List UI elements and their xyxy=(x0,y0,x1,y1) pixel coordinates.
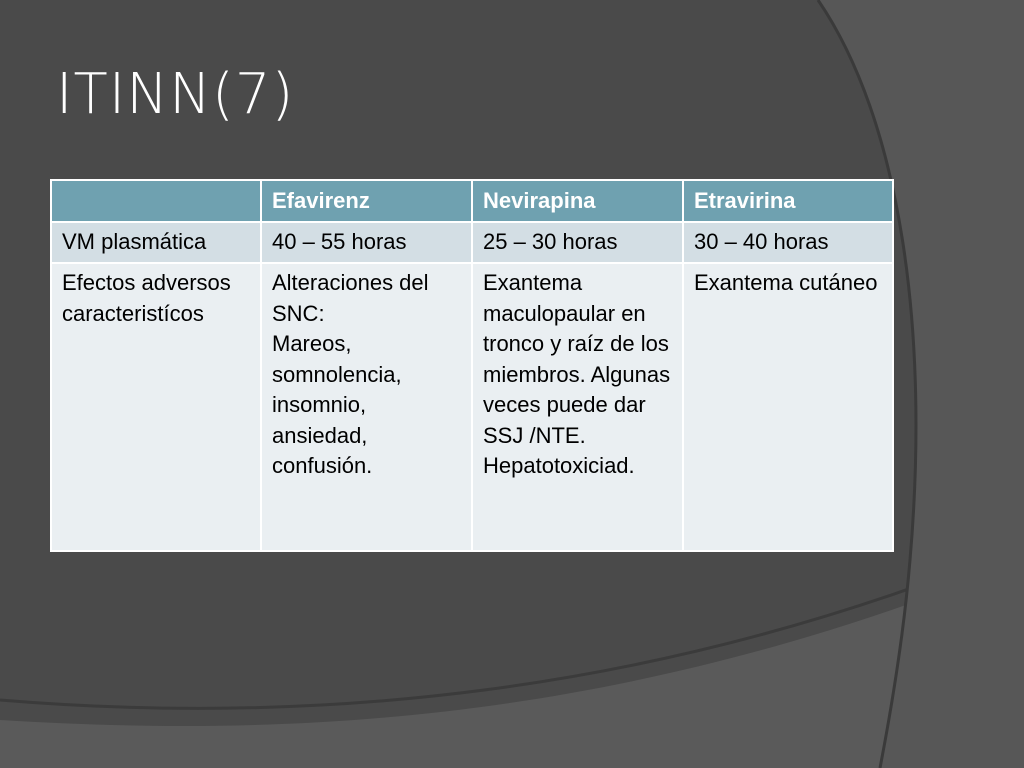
cell-efectos-nevirapina: Exantema maculopaular en tronco y raíz de los miembros. Algunas veces puede dar SSJ /NTE. Hepatotoxiciad. xyxy=(472,263,683,551)
cell-efectos-efavirenz-line2: Mareos, somnolencia, insomnio, ansiedad, confusión. xyxy=(272,331,402,478)
cell-vm-etravirina: 30 – 40 horas xyxy=(683,222,893,263)
table-header-row xyxy=(51,180,893,222)
drug-comparison-table xyxy=(50,179,894,552)
cell-efectos-efavirenz-line1: Alteraciones del SNC: xyxy=(272,270,429,326)
cell-vm-nevirapina: 25 – 30 horas xyxy=(472,222,683,263)
row-label-vm: VM plasmática xyxy=(51,222,261,263)
header-cell-efavirenz: Efavirenz xyxy=(261,180,472,222)
table-row-efectos-adversos xyxy=(51,263,893,551)
header-cell-nevirapina: Nevirapina xyxy=(472,180,683,222)
header-cell-empty xyxy=(51,180,261,222)
header-cell-etravirina: Etravirina xyxy=(683,180,893,222)
slide-title: ITINN(7) xyxy=(56,62,295,127)
row-label-efectos: Efectos adversos caracteristícos xyxy=(51,263,261,551)
table-row-vm-plasmatica xyxy=(51,222,893,263)
cell-efectos-efavirenz xyxy=(261,263,472,551)
cell-efectos-etravirina: Exantema cutáneo xyxy=(683,263,893,551)
cell-vm-efavirenz: 40 – 55 horas xyxy=(261,222,472,263)
